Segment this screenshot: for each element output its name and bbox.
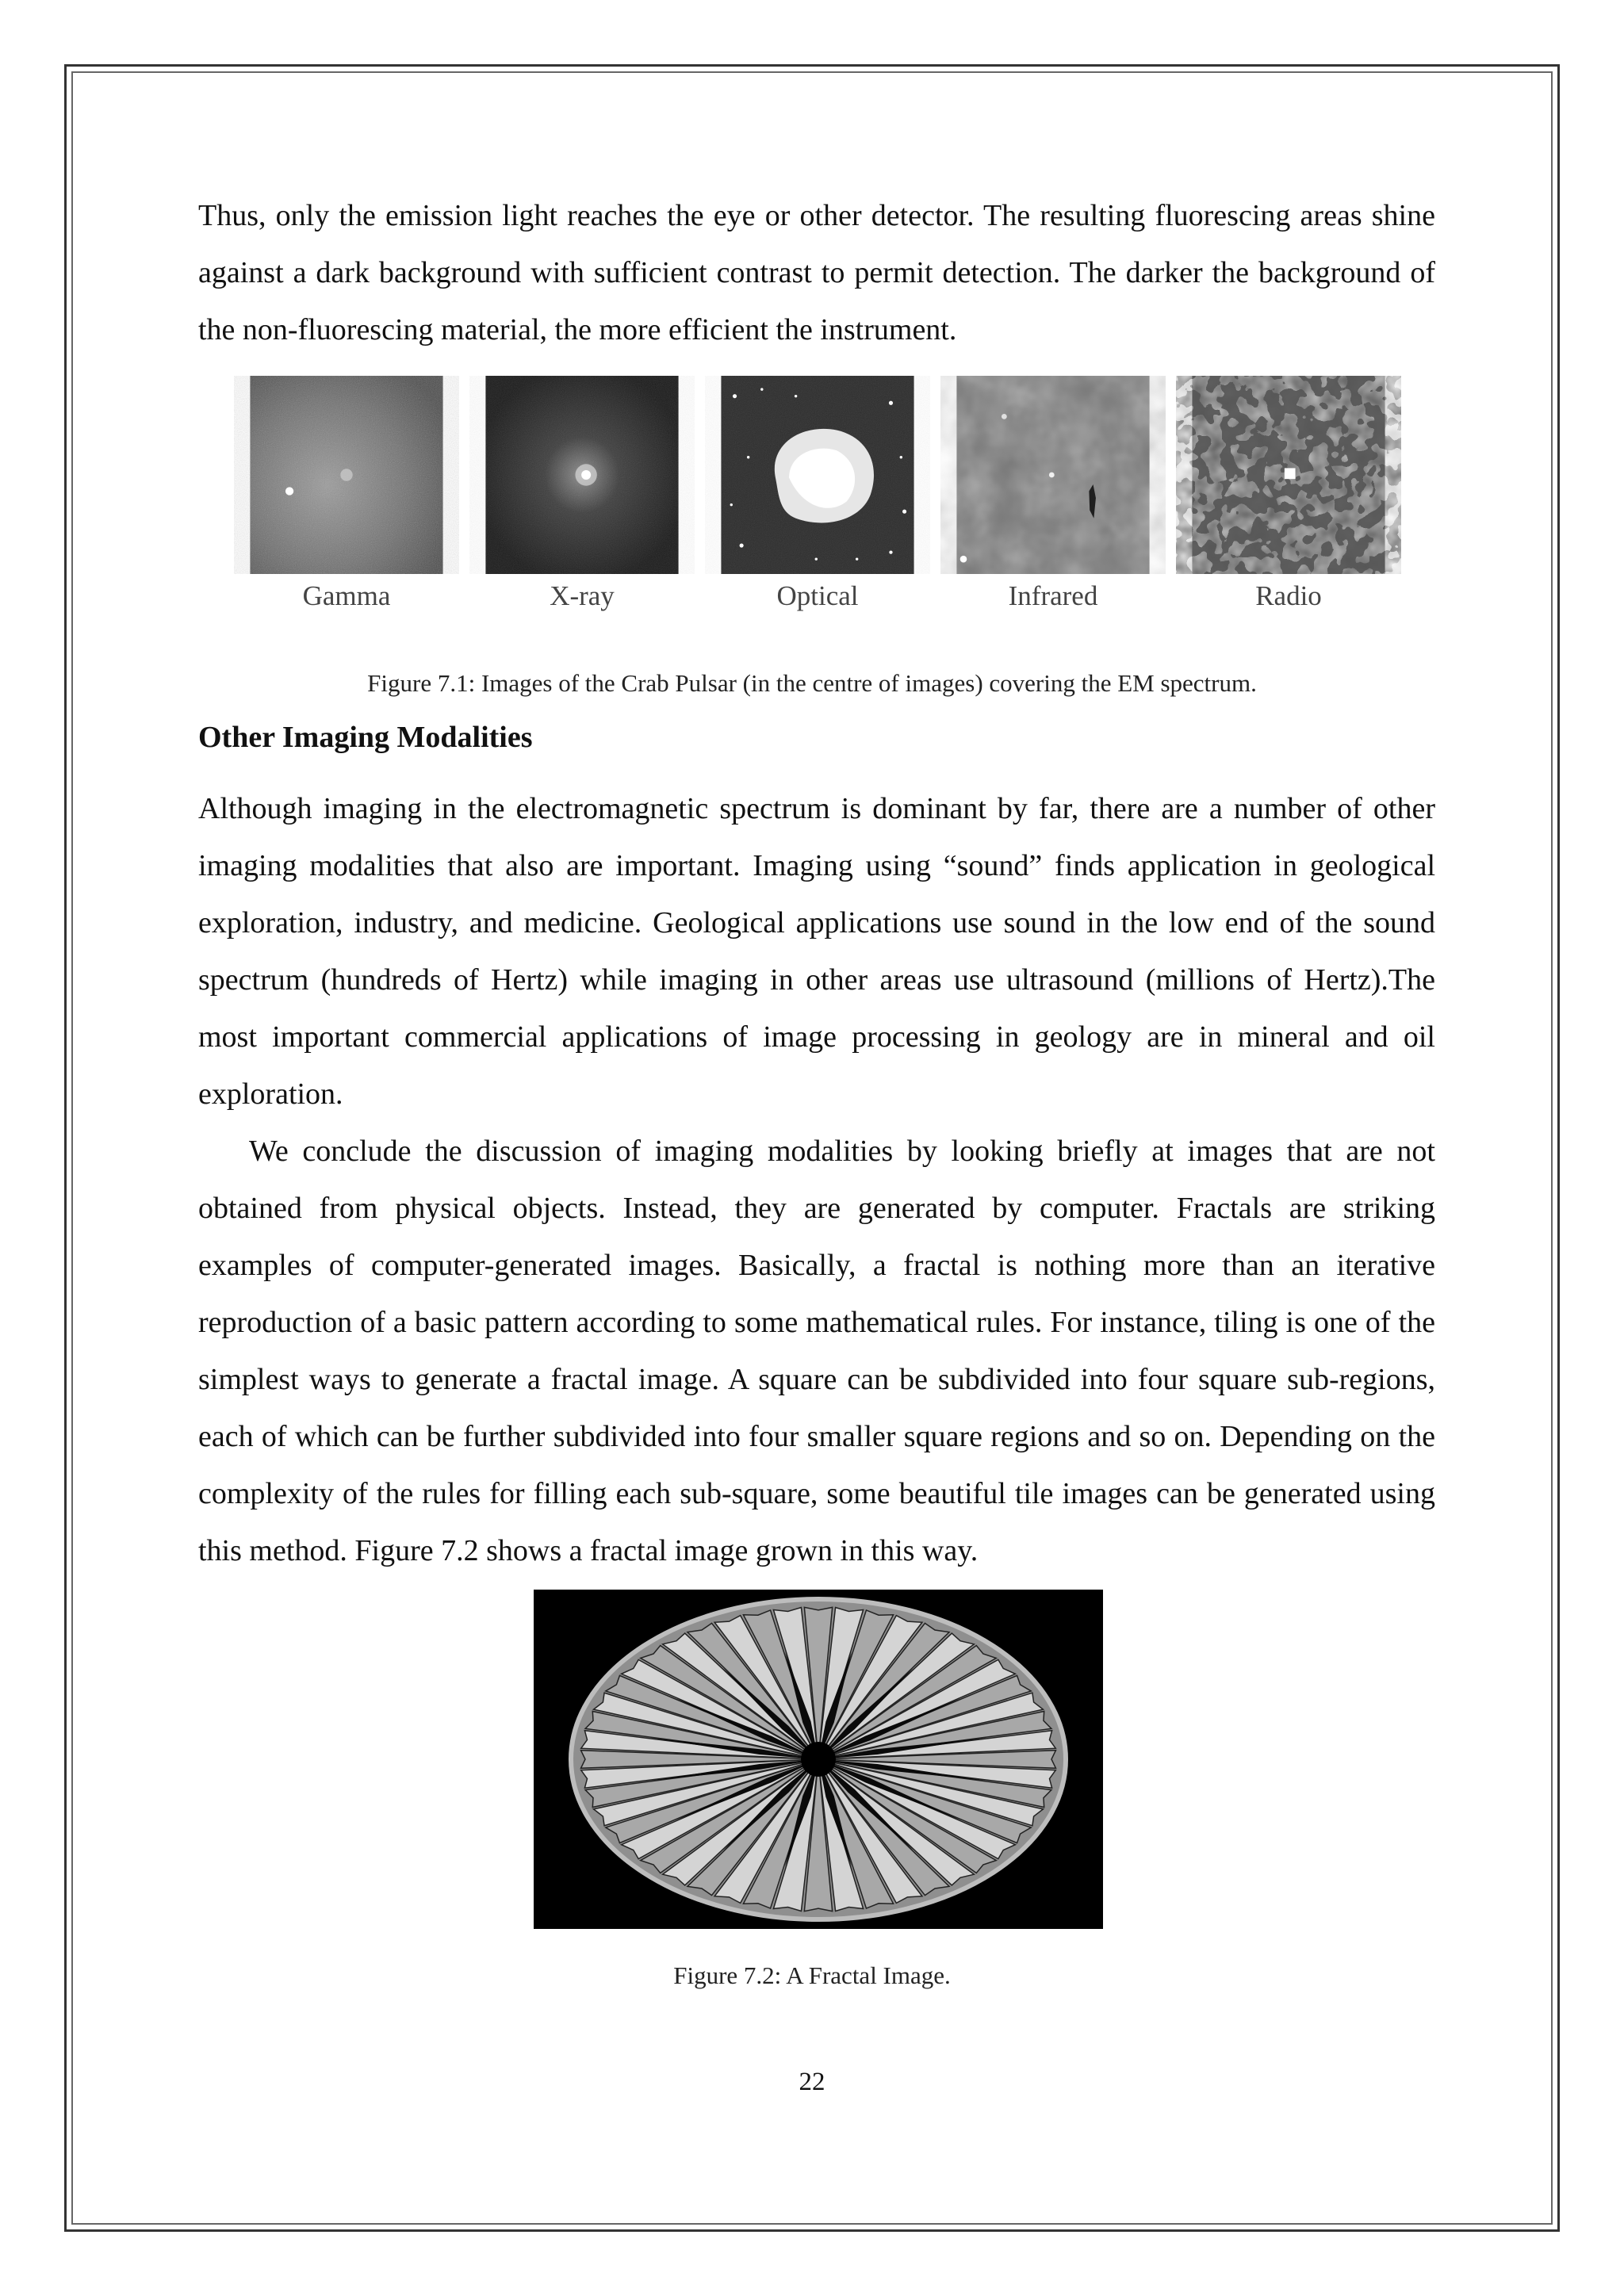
xray-image [469,376,695,574]
optical-image [705,376,930,574]
section-heading: Other Imaging Modalities [198,721,533,754]
gamma-label: Gamma [302,580,391,611]
page-number: 22 [799,2068,825,2096]
infrared-label: Infrared [1008,580,1098,611]
figure-7-1-caption: Figure 7.1: Images of the Crab Pulsar (in the centre of images) covering the EM spectrum. [367,669,1257,697]
paragraph-other-modalities: Although imaging in the electromagnetic spectrum is dominant by far, there are a number of other imaging modalities that also are important. Imaging using “sound” finds application in geological exploration, industry, and medicine. Geological applications use sound in the low end of the sound spectrum (hundreds of Hertz) while imaging in other areas use ultrasound (millions of Hertz).The most important commercial applications of image processing in geology are in mineral and oil exploration. [198,792,1435,1111]
figure-7-2-caption: Figure 7.2: A Fractal Image. [673,1961,951,1989]
radio-label: Radio [1255,580,1322,611]
infrared-image [940,376,1166,574]
infrared-panel [940,376,1166,614]
xray-label: X-ray [550,580,615,611]
paragraph-fractals: We conclude the discussion of imaging modalities by looking briefly at images that are not obtained from physical objects. Instead, they are generated by computer. Fractals are striking examples of computer-generated images. Basically, a fractal is nothing more than an iterative reproduction of a basic pattern according to some mathematical rules. For instance, tiling is one of the simplest ways to generate a fractal image. A square can be subdivided into four square sub-regions, each of which can be further subdivided into four smaller square regions and so on. Depending on the complexity of the rules for filling each sub-square, some beautiful tile images can be generated using this method. Figure 7.2 shows a fractal image grown in this way. [198,1135,1435,1567]
paragraph-emission: Thus, only the emission light reaches the eye or other detector. The resulting fluorescing areas shine against a dark background with sufficient contrast to permit detection. The darker the background of the non-fluorescing material, the more efficient the instrument. [198,199,1435,346]
optical-panel [705,376,930,614]
fractal-figure [534,1590,1103,1929]
radio-image [1176,376,1401,574]
crab-pulsar-figure [234,376,1401,614]
xray-panel [469,376,695,614]
fractal-image [534,1590,1103,1929]
optical-label: Optical [776,580,859,611]
gamma-panel [234,376,459,614]
radio-panel [1176,376,1401,614]
gamma-image [234,376,459,574]
